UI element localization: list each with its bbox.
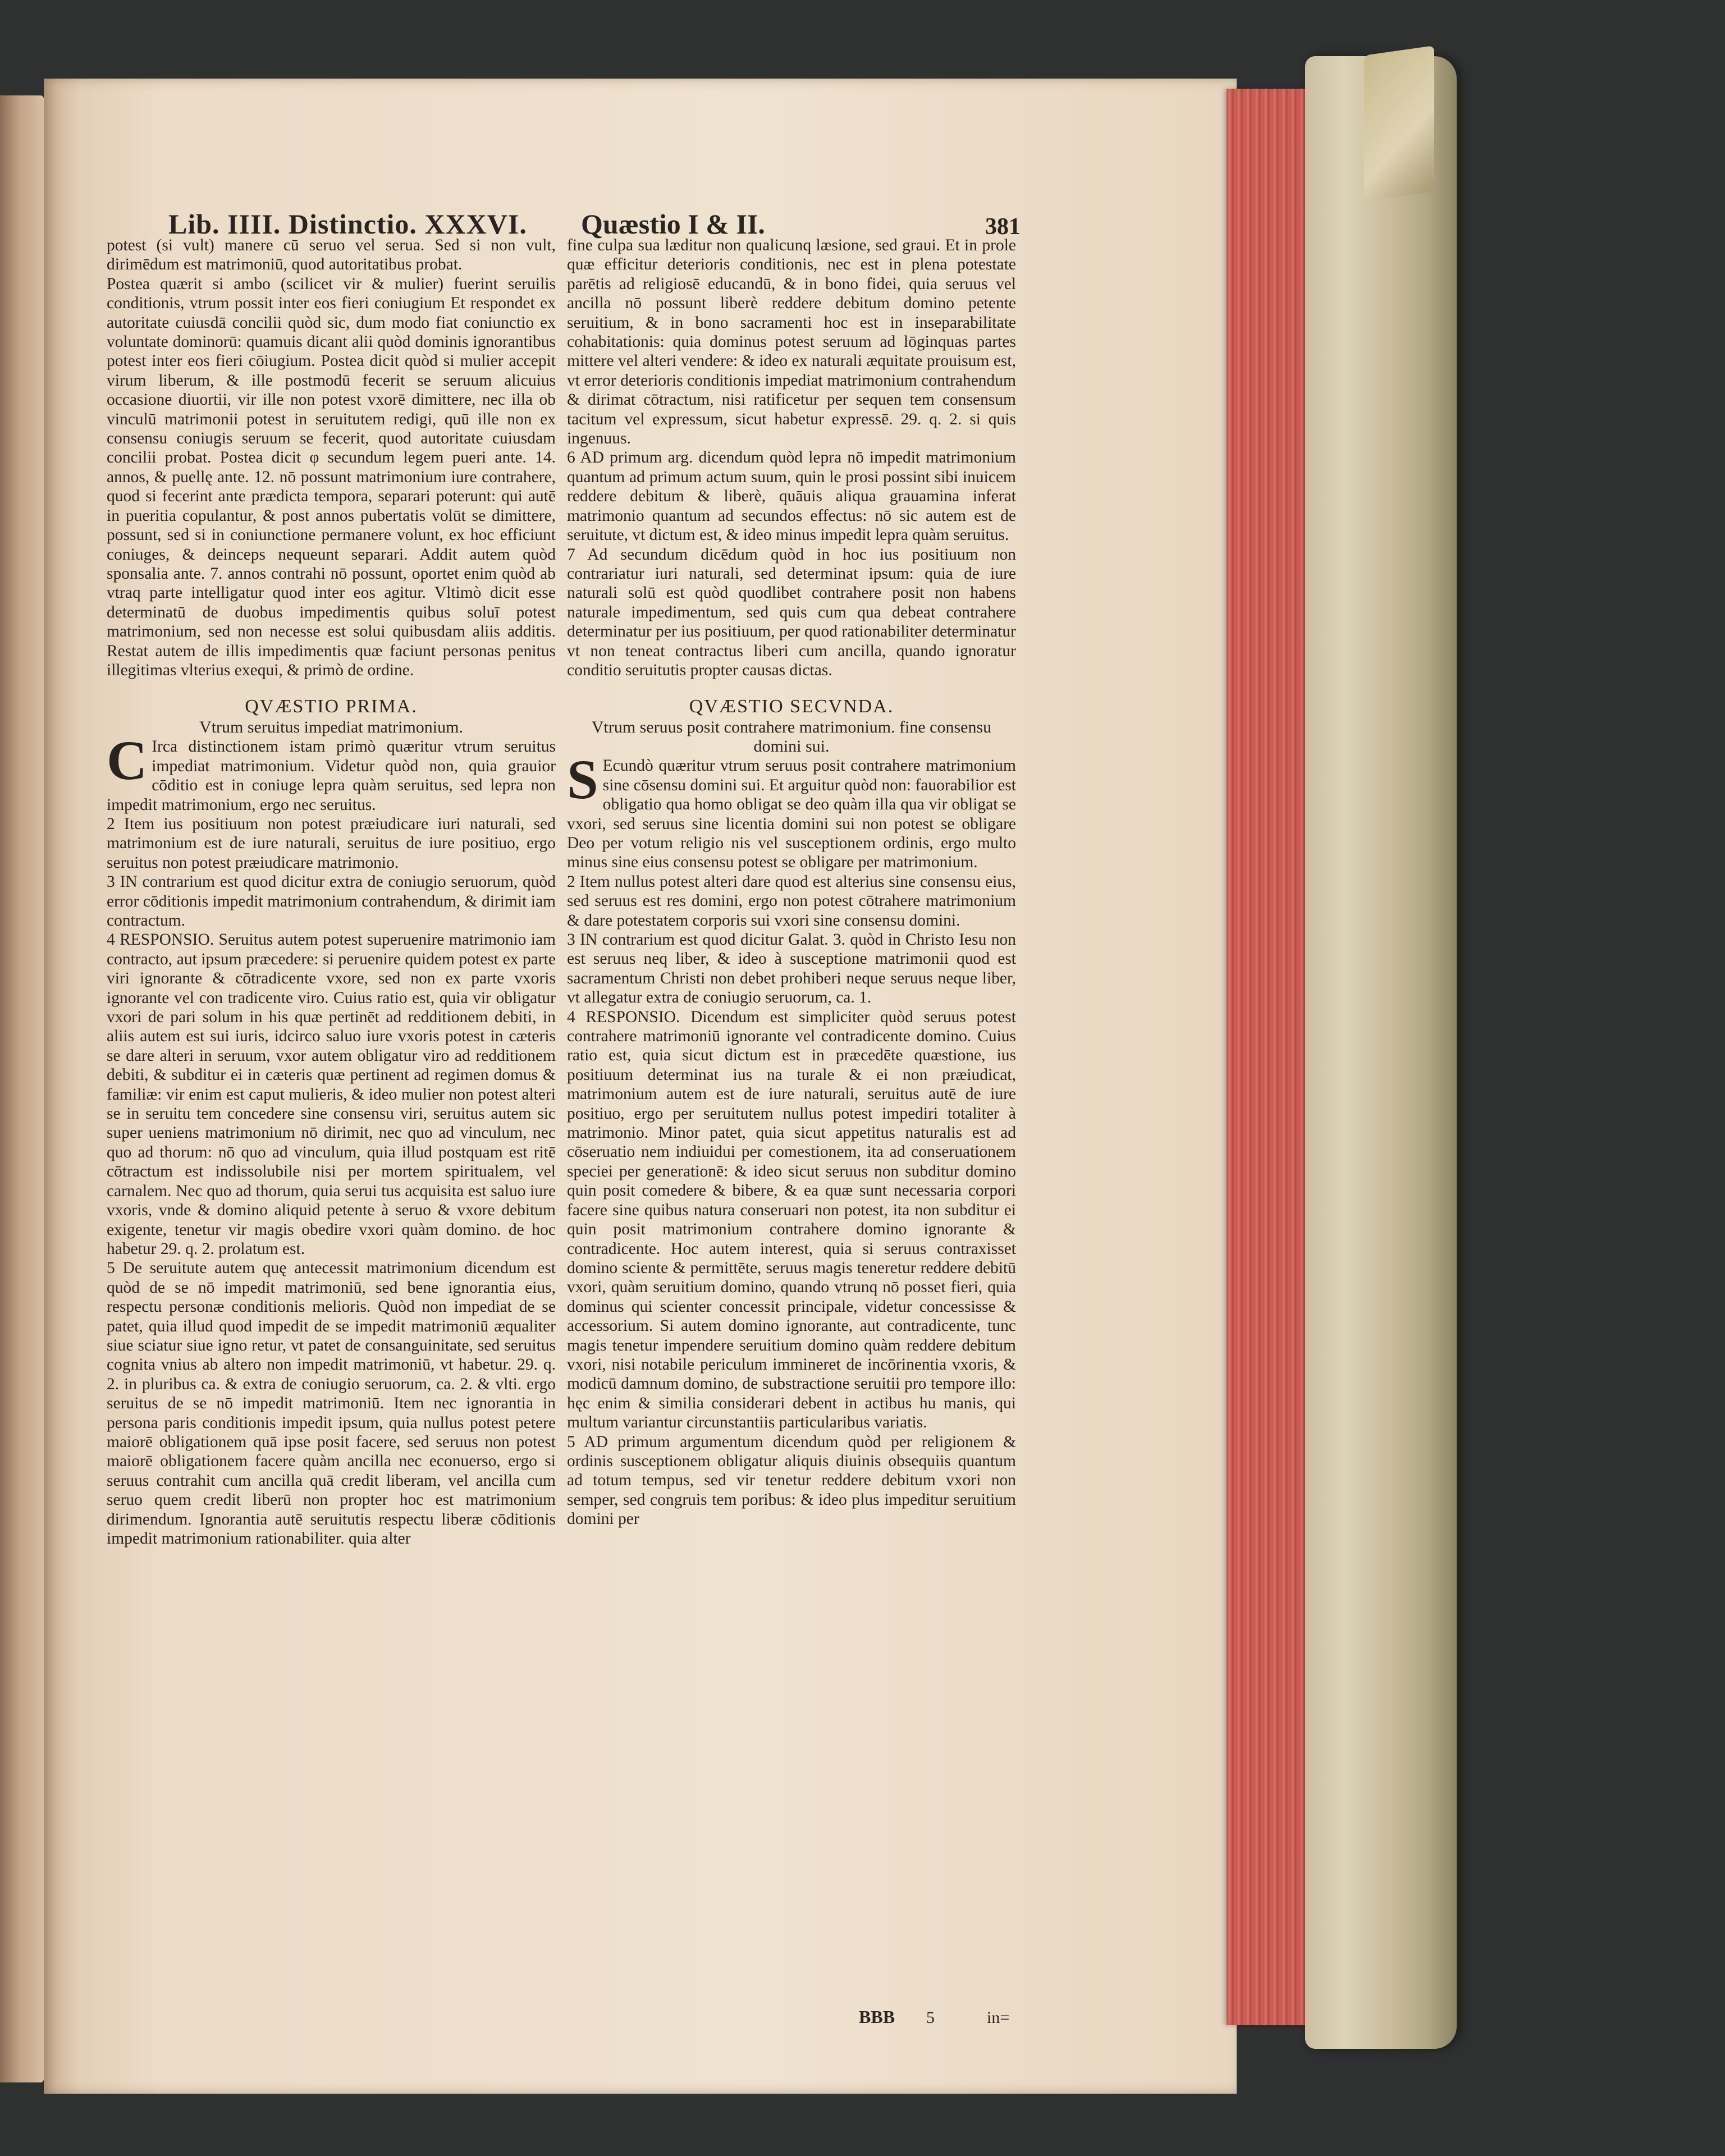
paragraph: 3 IN contrarium est quod dicitur Galat. 3. quòd in Christo Iesu non est seruus neq liber, & ideo à susceptione matrimonii quod est sacramentum Christi non debet prohiberi neque seruus neque liber, vt allegatur extra de coniugio seruorum, ca. 1. <box>567 931 1016 1007</box>
right-column <box>567 236 1016 1529</box>
paragraph: 4 RESPONSIO. Seruitus autem potest superuenire matrimonio iam contracto, aut ipsum præcedere: si peruenire quidem potest ex parte viri ignorante & cōtradicente vxore, sed non ex parte vxoris ignorante vel con tradicente viro. Cuius ratio est, quia vir obligatur vxori de pari solum in his quæ pertinēt ad redditionem debiti, in aliis autem est sui iuris, idcirco saluo iure vxoris potest in cæteris se dare alteri in seruum, vxor autem obligatur viro ad redditionem debiti, & subditur ei in cæteris quæ pertinent ad regimen domus & familiæ: vir enim est caput mulieris, & ideo mulier non potest alteri se in seruitu tem concedere sine consensu viri, seruitus autem sic super ueniens matrimonium nō dirimit, nec quo ad vinculum, nec quo ad thorum: nō quo ad vinculum, quia illud postquam est ritē cōtractum est indissolubile nisi per mortem spiritualem, vel carnalem. Nec quo ad thorum, quia serui tus acquisita est saluo iure vxoris, vnde & domino aliquid petente à seruo & vxore debitum exigente, tenetur vir magis obedire vxori quàm domino. de hoc habetur 29. q. 2. prolatum est. <box>107 931 556 1258</box>
drop-capital: S <box>567 748 598 811</box>
paragraph-text: Irca distinctionem istam primò quæritur vtrum seruitus impediat matrimonium. Videtur quòd non, quia grauior cōditio est in coniuge lepra quàm seruitus, sed lepra non impedit matrimonium, ergo nec seruitus. <box>107 738 556 814</box>
red-page-edges <box>1227 89 1310 2025</box>
signature-number: 5 <box>926 2008 935 2027</box>
folio-number: 381 <box>985 214 1021 240</box>
drop-capital: C <box>107 729 148 792</box>
paragraph: 5 De seruitute autem quę antecessit matrimonium dicendum est quòd de se nō impedit matrimoniū, sed bene ignorantia eius, respectu personæ conditionis melioris. Quòd non impediat de se patet, quia illud quod impedit de se impedit matrimoniū æqualiter siue sciatur siue igno retur, vt patet de consanguinitate, sed seruitus cognita vnius ab altero non impedit matrimoniū, vt habetur. 29. q. 2. in pluribus ca. & extra de coniugio seruorum, ca. 2. & vlti. ergo seruitus de se nō impedit matrimoniū. Item nec ignorantia in persona paris conditionis impedit ipsum, quia nullus potest petere maiorē obligationem quā ipse posit facere, sed seruus non potest maiorē obligationem facere quàm ancilla nec econuerso, ergo si seruus contrahit cum ancilla quā credit liberam, vel ancilla cum seruo quem credit liberū non propter hoc est matrimonium dirimendum. Ignorantia autē seruitutis respectu liberæ cōditionis impedit matrimonium rationabiliter. quia alter <box>107 1259 556 1548</box>
question-title: QVÆSTIO PRIMA. <box>245 696 418 717</box>
running-head-right: Quæstio I & II. <box>581 208 765 240</box>
signature-mark: BBB <box>859 2007 895 2027</box>
catchword: in= <box>987 2008 1010 2027</box>
paragraph: fine culpa sua læditur non qualicunq læsione, sed graui. Et in prole quæ efficitur deterioris conditionis, nec est in plena potestate parētis ad religiosē educandū, & in bono fidei, quia seruus vel ancilla nō possunt liberè reddere debitum domino petente seruitium, & in bono sacramenti hoc est in inseparabilitate cohabitationis: quia dominus potest seruum ad lōginquas partes mittere vel alteri vendere: & ideo ex naturali æquitate prouisum est, vt error deterioris conditionis impediat matrimonium contrahendum & dirimat cōtractum, nisi ratificetur per sequen tem consensum tacitum vel expressum, sicut habetur expressē. 29. q. 2. si quis ingenuus. <box>567 236 1016 448</box>
paragraph: 7 Ad secundum dicēdum quòd in hoc ius positiuum non contrariatur iuri naturali, sed determinat ipsum: quia de iure naturali solū est quòd quodlibet contrahere posit non habens naturale impedimentum, sed quis cum qua debeat contrahere determinatur per ius positiuum, per quod rationabiliter determinatur vt non teneat contractus liberi cum ancilla, quando ignoratur conditio seruitutis propter causas dictas. <box>567 545 1016 679</box>
paragraph-text: Ecundò quæritur vtrum seruus posit contrahere matrimonium sine cōsensu domini sui. Et arguitur quòd non: fauorabilior est obligatio qua homo obligat se deo quàm illa qua vir obligat se vxori, sed seruus sine licentia domini sui non potest se obligare Deo per votum religio nis vel susceptionem ordinis, ergo multo minus sine eius consensu potest se obligare per matrimonium. <box>567 757 1016 872</box>
paragraph: 3 IN contrarium est quod dicitur extra de coniugio seruorum, quòd error cōditionis impedit matrimonium contrahendum, & dirimit iam contractum. <box>107 873 556 930</box>
question-subtitle: Vtrum seruitus impediat matrimonium. <box>199 718 463 737</box>
question-title: QVÆSTIO SECVNDA. <box>689 696 894 717</box>
running-head-left: Lib. IIII. Distinctio. XXXVI. <box>168 208 527 240</box>
paragraph: 6 AD primum arg. dicendum quòd lepra nō impedit matrimonium quantum ad primum actum suum, quin le prosi possint sibi inuicem reddere debitum & liberè, quāuis aliqua grauamina inferat matrimonio quantum ad secundos effectus: nō sic autem est de seruitute, vt dictum est, & ideo minus impedit lepra quàm seruitus. <box>567 448 1016 544</box>
paragraph: 4 RESPONSIO. Dicendum est simpliciter quòd seruus potest contrahere matrimoniū ignorante vel contradicente domino. Cuius ratio est, quia sicut dictum est in præcedēte quæstione, ius positiuum determinat ius na turale & ei non præiudicat, matrimonium autem est de iure naturali, seruitus autē de iure positiuo, ergo per seruitutem nullus potest impediri totaliter à matrimonio. Minor patet, quia sicut appetitus naturalis est ad cōseruatio nem indiuidui per comestionem, ita ad conseruationem speciei per generationē: & ideo sicut seruus non subditur domino quin posit comedere & bibere, & ea quæ sunt necessaria corpori facere sine quibus natura conseruari non potest, ita non subditur ei quin posit matrimonium contrahere domino ignorante & contradicente. Hoc autem interest, quia si seruus contraxisset domino sciente & permittēte, seruus magis teneretur reddere debitū vxori, quàm seruitium domino, quando vtrunq nō posset fieri, quia dominus qui scienter concessit principale, videtur concessisse & accessorium. Si autem domino ignorante, aut contradicente, tunc magis tenetur impendere seruitium domino quàm reddere debitum vxori, nisi notabile periculum immineret de incōrinentia vxoris, & modicū damnum domino, de substractione seruitii pro tempore illo: hęc enim & similia considerari debent in actibus hu manis, qui multum variantur circunstantiis particularibus variatis. <box>567 1008 1016 1432</box>
paragraph <box>107 729 556 814</box>
left-column <box>107 236 556 1548</box>
paragraph: potest (si vult) manere cū seruo vel serua. Sed si non vult, dirimēdum est matrimoniū, quod autoritatibus probat. <box>107 236 556 274</box>
vellum-binding <box>1305 56 1457 2049</box>
paragraph: Postea quærit si ambo (scilicet vir & mulier) fuerint seruilis conditionis, vtrum possit inter eos fieri coniugium Et respondet ex autoritate cuiusdā concilii quòd sic, dum modo fiat coniunctio ex voluntate dominorū: quamuis dicant alii quòd dominis ignorantibus potest inter eos fieri cōiugium. Postea dicit quòd si mulier accepit virum liberum, & ille postmodū fecerit se seruum alicuius occasione diuortii, vir ille non potest vxorē dimittere, nec illa ob vinculū matrimonii potest in seruitutem redigi, quū ille non ex consensu coniugis seruum se fecerit, quod autoritate cuiusdam concilii probat. Postea dicit φ secundum legem pueri ante. 14. annos, & puellę ante. 12. nō possunt matrimonium iure contrahere, quod si fecerint ante prædicta tempora, separari poterunt: qui autē in pueritia copulantur, & post annos pubertatis volūt se dimittere, possunt, sed si in coniunctione permanere volunt, ex hoc efficiunt coniuges, & deinceps nequeunt separari. Addit autem quòd sponsalia ante. 7. annos contrahi nō possunt, oportet enim quòd ab vtraq parte intelligatur quod inter eos agitur. Vltimò dicit esse determinatū de duobus impedimentis quibus soluī potest matrimonium, sed non necesse est solui quibusdam aliis additis. Restat autem de illis impedimentis quæ faciunt personas penitus illegitimas vlterius exequi, & primò de ordine. <box>107 274 556 679</box>
paragraph: 5 AD primum argumentum dicendum quòd per religionem & ordinis susceptionem obligatur aliquis diuinis obsequiis quantum ad totum tempus, sed vir tenetur reddere debitum vxori non semper, sed congruis tem poribus: & ideo plus impeditur seruitium domini per <box>567 1432 1016 1528</box>
binding-flap <box>1364 45 1434 202</box>
paragraph: 2 Item ius positiuum non potest præiudicare iuri naturali, sed matrimonium est de iure naturali, seruitus de iure positiuo, ergo seruitus non potest præiudicare matrimonio. <box>107 814 556 872</box>
question-subtitle: Vtrum seruus posit contrahere matrimonium. fine consensu domini sui. <box>591 718 992 756</box>
paragraph <box>567 748 1016 872</box>
facing-page-edge <box>0 95 44 2082</box>
paragraph: 2 Item nullus potest alteri dare quod est alterius sine consensu eius, sed seruus est res domini, ergo non potest cōtrahere matrimonium & dare potestatem corporis sui vxori sine consensu domini. <box>567 872 1016 930</box>
